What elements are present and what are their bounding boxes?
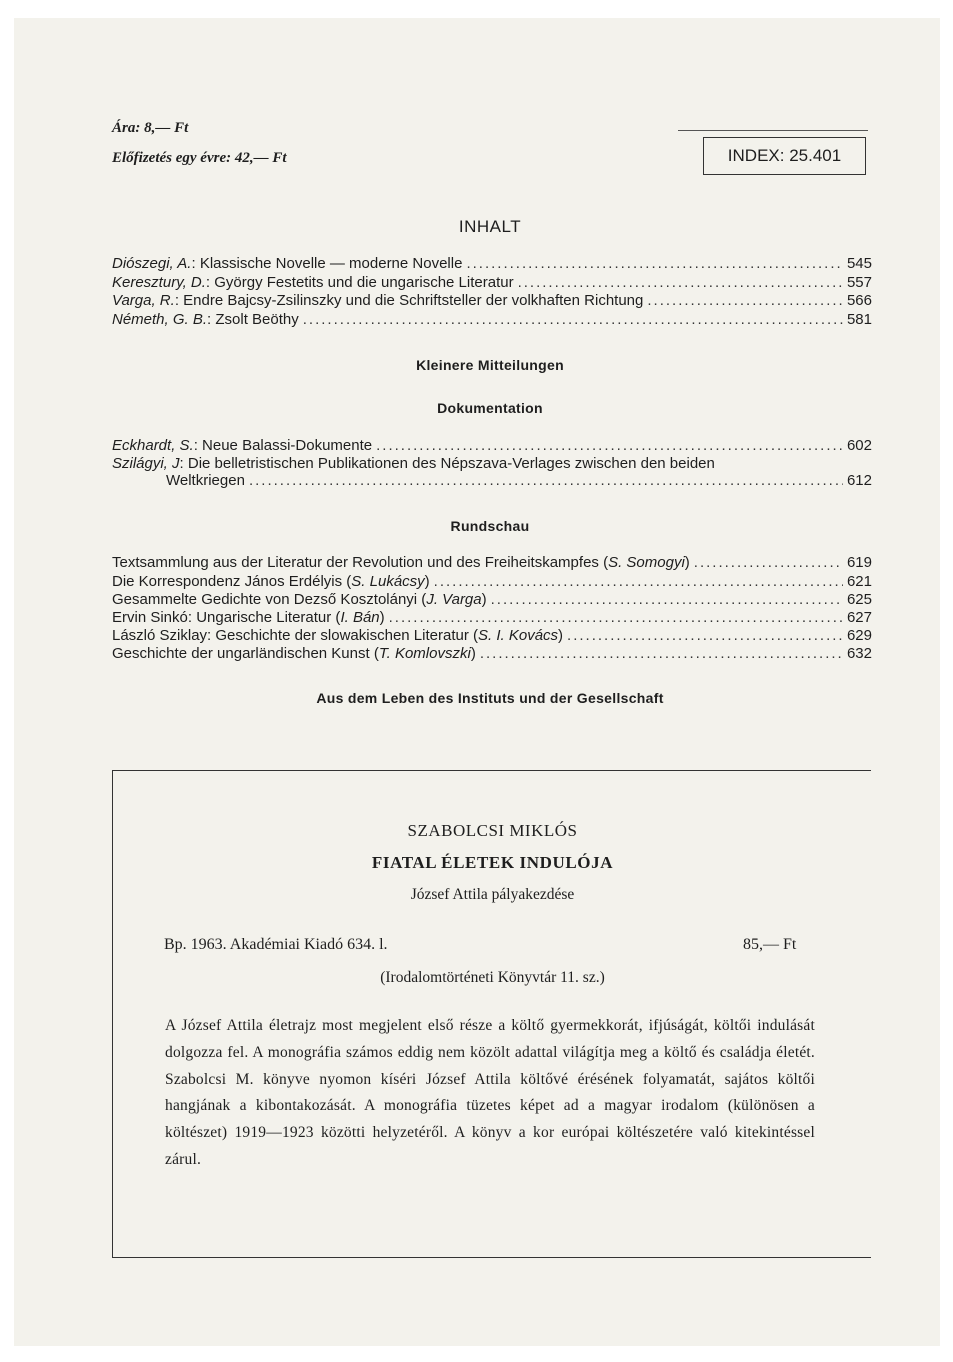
- review-entry: [112, 591, 872, 611]
- book-title: FIATAL ÉLETEK INDULÓJA: [371, 853, 614, 872]
- toc-entry-title: : Endre Bajcsy-Zsilinszky und die Schriftsteller der volkhaften Richtung: [174, 292, 644, 309]
- book-description: A József Attila életrajz most megjelent első része a költő gyermekkorát, ifjúságát, költői indulását dolgozza fel. A monográfia számos eddig nem közölt adattal világítja meg a költő és családja életét. Szabolcsi M. könyve nyomon kíséri József Attila költővé érésének folyamatát, sajátos költői hangjának a kibontakozását. A monográfia tüzetes képet ad a magyar irodalom (különösen a költészet) 1919—1923 közötti helyzetéről. A könyv a kor európai költészetére való kitekintéssel zárul.: [165, 1017, 815, 1168]
- index-box: INDEX: 25.401: [703, 137, 866, 175]
- toc-entry-title: : Klassische Novelle — moderne Novelle: [191, 255, 463, 272]
- review-title: Gesammelte Gedichte von Dezső Kosztolányi (: [112, 591, 427, 608]
- section-heading-institute: Aus dem Leben des Instituts und der Gesellschaft: [316, 690, 664, 706]
- leader-dots: [647, 292, 843, 309]
- toc-entry-author: Németh, G. B.: [112, 311, 208, 328]
- toc-entry-author: Szilágyi, J: [112, 455, 180, 472]
- toc-entry-author: Varga, R.: [112, 292, 175, 309]
- leader-dots: [376, 437, 843, 454]
- toc-entry-title: : Neue Balassi-Dokumente: [193, 437, 373, 454]
- toc-title: INHALT: [458, 217, 522, 236]
- toc-entry-title: : György Festetits und die ungarische Literatur: [205, 274, 514, 291]
- review-page: 625: [846, 591, 872, 608]
- review-close: ): [470, 645, 476, 662]
- toc-entry-author: Eckhardt, S.: [112, 437, 194, 454]
- review-reviewer: S. I. Kovács: [478, 627, 559, 644]
- review-reviewer: I. Bán: [340, 609, 380, 626]
- toc-entry-title-cont: Weltkriegen: [166, 472, 245, 489]
- review-page: 632: [846, 645, 872, 662]
- toc-entry-multiline: [112, 455, 715, 472]
- toc-entry: [112, 311, 872, 331]
- leader-dots: [567, 627, 843, 644]
- book-author: SZABOLCSI MIKLÓS: [407, 821, 578, 840]
- subscription-text: Előfizetés egy évre: 42,— Ft: [112, 150, 287, 166]
- review-title: László Sziklay: Geschichte der slowakischen Literatur (: [112, 627, 478, 644]
- leader-dots: [694, 554, 843, 571]
- book-subtitle: József Attila pályakezdése: [410, 886, 575, 903]
- index-rule: [678, 130, 868, 131]
- toc-entry-title: : Zsolt Beöthy: [207, 311, 299, 328]
- review-page: 619: [846, 554, 872, 571]
- review-close: ): [684, 554, 690, 571]
- toc-entry: [112, 274, 872, 294]
- toc-entry-page: 612: [846, 472, 872, 489]
- review-entry: [112, 609, 872, 629]
- section-heading-small: Kleinere Mitteilungen: [416, 357, 564, 373]
- book-price: 85,— Ft: [743, 936, 797, 953]
- toc-entry-page: 557: [846, 274, 872, 291]
- review-reviewer: T. Komlovszki: [378, 645, 471, 662]
- review-title: Die Korrespondenz János Erdélyis (: [112, 573, 352, 590]
- leader-dots: [249, 472, 843, 489]
- section-heading-review: Rundschau: [450, 518, 530, 534]
- review-close: ): [558, 627, 564, 644]
- toc-entry-page: 602: [846, 437, 872, 454]
- review-entry: [112, 645, 872, 665]
- book-publisher: Bp. 1963. Akadémiai Kiadó 634. l.: [164, 936, 388, 953]
- review-title: Ervin Sinkó: Ungarische Literatur (: [112, 609, 341, 626]
- toc-entry: [112, 292, 872, 312]
- review-close: ): [481, 591, 487, 608]
- leader-dots: [480, 645, 843, 662]
- review-entry: [112, 554, 872, 574]
- leader-dots: [491, 591, 843, 608]
- review-reviewer: J. Varga: [426, 591, 482, 608]
- leader-dots: [303, 311, 843, 328]
- toc-entry-author: Keresztury, D.: [112, 274, 206, 291]
- toc-entry-page: 566: [846, 292, 872, 309]
- toc-entry-author: Diószegi, A.: [112, 255, 192, 272]
- price-text: Ára: 8,— Ft: [112, 120, 189, 136]
- leader-dots: [466, 255, 843, 272]
- book-series: (Irodalomtörténeti Könyvtár 11. sz.): [380, 969, 605, 986]
- leader-dots: [389, 609, 843, 626]
- toc-entry-page: 581: [846, 311, 872, 328]
- section-heading-docs: Dokumentation: [437, 400, 543, 416]
- review-title: Textsammlung aus der Literatur der Revolution und des Freiheitskampfes (: [112, 554, 609, 571]
- review-entry: [112, 627, 872, 647]
- toc-entry-page: 545: [846, 255, 872, 272]
- toc-entry: [112, 437, 872, 457]
- leader-dots: [518, 274, 843, 291]
- review-page: 621: [846, 573, 872, 590]
- toc-entry-title: : Die belletristischen Publikationen des Népszava-Verlages zwischen den beiden: [179, 455, 715, 472]
- review-reviewer: S. Somogyi: [608, 554, 685, 571]
- review-close: ): [379, 609, 385, 626]
- review-entry: [112, 573, 872, 593]
- toc-entry-continuation: [166, 472, 872, 492]
- review-reviewer: S. Lukácsy: [351, 573, 425, 590]
- toc-entry: [112, 255, 872, 275]
- review-page: 629: [846, 627, 872, 644]
- review-title: Geschichte der ungarländischen Kunst (: [112, 645, 379, 662]
- review-close: ): [424, 573, 430, 590]
- review-page: 627: [846, 609, 872, 626]
- leader-dots: [434, 573, 843, 590]
